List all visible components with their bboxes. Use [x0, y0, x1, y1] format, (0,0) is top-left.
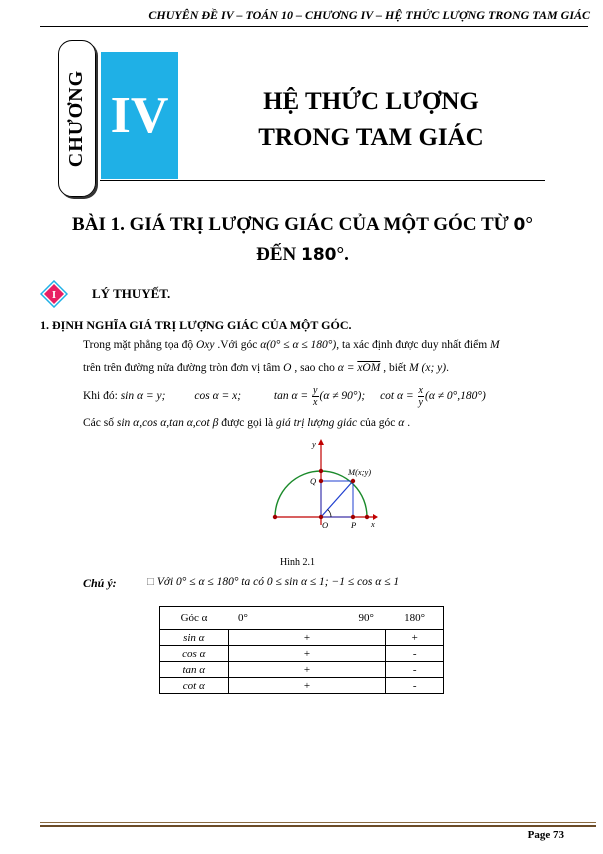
term-trig-values: giá trị lượng giác: [276, 417, 358, 429]
text: , biết: [380, 362, 410, 374]
checkbox-icon: □: [147, 576, 154, 588]
point-right: [365, 515, 369, 519]
tan-def: tan α =: [273, 390, 312, 403]
tan-num: y: [313, 385, 318, 396]
text: được gọi là: [218, 417, 276, 429]
table-cell-sign: +: [228, 630, 386, 646]
text: , sao cho: [291, 362, 338, 374]
tan-den: x: [313, 397, 318, 408]
text: .Với góc: [214, 339, 261, 351]
lesson-title-end: °.: [336, 244, 349, 265]
cos-def: cos α = x;: [194, 390, 242, 403]
text: trên trên đường nửa đường tròn đơn vị tâm: [83, 362, 284, 374]
trig-list: sin α,cos α,tan α,cot β: [116, 417, 219, 429]
text: Khi đó:: [83, 390, 121, 403]
cot-def: cot α =: [380, 390, 417, 403]
cot-fraction: [418, 385, 424, 408]
cot-num: x: [418, 385, 423, 396]
note-label: Chú ý:: [83, 576, 117, 590]
angle-condition: α(0° ≤ α ≤ 180°): [260, 339, 337, 351]
table-cell-fn: cos α: [160, 646, 229, 662]
note-text: [147, 576, 399, 588]
lesson-title-text-b: ĐẾN: [256, 244, 301, 265]
tan-fraction: [312, 385, 318, 408]
table-cell-sign: +: [228, 662, 386, 678]
table-cell-sign: -: [386, 662, 444, 678]
definition-line-3: [83, 385, 486, 408]
text: .: [446, 362, 449, 374]
chapter-number-block: [101, 52, 178, 179]
table-row: [160, 646, 444, 662]
point-q: [319, 479, 323, 483]
sign-table: [159, 606, 444, 694]
text: , ta xác định được duy nhất điểm: [336, 339, 491, 351]
lesson-title-line1: [40, 210, 565, 240]
lesson-title: [40, 210, 565, 270]
table-cell-fn: tan α: [160, 662, 229, 678]
table-header-cell: Góc α: [160, 607, 229, 630]
segment-om: [321, 481, 353, 517]
point-left: [273, 515, 277, 519]
lesson-title-text-a: BÀI 1. GIÁ TRỊ LƯỢNG GIÁC CỦA MỘT GÓC TỪ: [72, 214, 514, 235]
center-o: O: [283, 362, 292, 374]
table-header-row: [160, 607, 444, 630]
label-o: O: [322, 520, 329, 530]
table-cell-fn: cot α: [160, 678, 229, 694]
table-cell-sign: -: [386, 678, 444, 694]
table-cell-sign: +: [386, 630, 444, 646]
lesson-title-line2: [40, 240, 565, 270]
point-m: [351, 479, 355, 483]
text: của góc: [357, 417, 399, 429]
text: Trong mặt phẳng tọa độ: [83, 339, 196, 351]
alpha: α: [398, 417, 405, 429]
label-y: y: [312, 439, 316, 449]
point-top: [319, 469, 323, 473]
note-inequality: Với 0° ≤ α ≤ 180° ta có 0 ≤ sin α ≤ 1; −1 ≤ cos α ≤ 1: [153, 576, 400, 588]
table-header-cell: 90°: [296, 607, 386, 630]
angle-xom: $\overline{xOM}$: [357, 362, 381, 374]
table-cell-sign: -: [386, 646, 444, 662]
point-coords: M (x; y): [409, 362, 447, 374]
label-p: P: [351, 520, 357, 530]
header-rule: [40, 26, 588, 27]
point-o: [319, 515, 323, 519]
figure-caption: Hình 2.1: [280, 557, 315, 568]
chapter-number: IV: [110, 87, 169, 144]
section1-heading: 1. ĐỊNH NGHĨA GIÁ TRỊ LƯỢNG GIÁC CỦA MỘT GÓC.: [40, 318, 352, 332]
sin-def: sin α = y;: [120, 390, 166, 403]
label-x: x: [371, 519, 375, 529]
chapter-title-line1: HỆ THỨC LƯỢNG: [263, 88, 479, 115]
chapter-title: [230, 84, 512, 156]
angle-alpha-arc: [328, 510, 331, 518]
oxy-symbol: Oxy: [195, 339, 215, 351]
table-row: [160, 678, 444, 694]
table-header-cell: 180°: [386, 607, 444, 630]
alpha-eq: α =: [337, 362, 358, 374]
point-p: [351, 515, 355, 519]
theory-numeral: I: [51, 289, 57, 301]
table-row: [160, 662, 444, 678]
table-cell-fn: sin α: [160, 630, 229, 646]
table-row: [160, 630, 444, 646]
definition-line-4: [83, 417, 410, 429]
chapter-title-line2: TRONG TAM GIÁC: [258, 124, 484, 151]
table-cell-sign: +: [228, 646, 386, 662]
text: .: [404, 417, 411, 429]
label-q: Q: [310, 476, 317, 486]
footer-rule-thick: [40, 825, 596, 827]
footer-rule-thin: [40, 822, 596, 823]
theory-diamond-icon: [40, 280, 68, 308]
unit-semicircle-figure: [265, 435, 385, 535]
cot-condition: (α ≠ 0°,180°): [425, 390, 486, 403]
cot-den: y: [418, 397, 423, 408]
definition-line-1: [83, 339, 500, 351]
running-header: CHUYÊN ĐỀ IV – TOÁN 10 – CHƯƠNG IV – HỆ THỨC LƯỢNG TRONG TAM GIÁC: [148, 8, 590, 22]
table-cell-sign: +: [228, 678, 386, 694]
table-header-cell: 0°: [228, 607, 296, 630]
definition-line-2: [83, 362, 449, 374]
page-number: Page 73: [527, 829, 564, 841]
chapter-word-text: CHƯƠNG: [65, 69, 88, 167]
y-axis-arrow-icon: [318, 439, 324, 445]
lesson-deg-symbol: °: [525, 214, 533, 235]
point-m: M: [490, 339, 500, 351]
label-m: M(x;y): [348, 467, 372, 477]
text: Các số: [83, 417, 117, 429]
chapter-word: [52, 62, 102, 174]
chapter-rule: [100, 180, 545, 181]
lesson-deg0: 0: [513, 215, 526, 235]
theory-label: LÝ THUYẾT.: [92, 286, 171, 301]
lesson-deg180: 180: [301, 245, 337, 265]
tan-condition: (α ≠ 90°);: [319, 390, 366, 403]
